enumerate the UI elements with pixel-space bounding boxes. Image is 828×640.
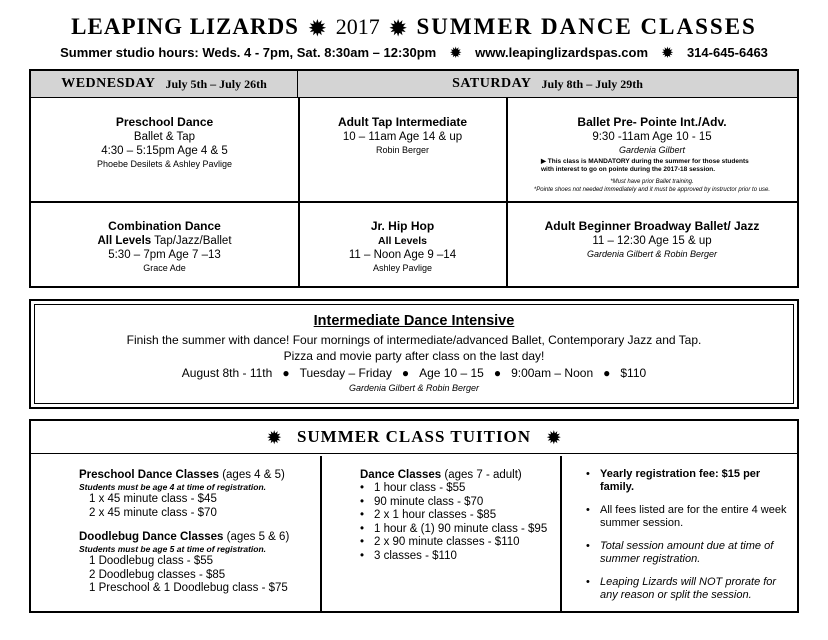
tuition-notes-column [562, 456, 797, 611]
intensive-title: Intermediate Dance Intensive [313, 313, 515, 329]
contact-line [0, 45, 828, 63]
tuition-header [31, 421, 797, 454]
class-teacher: Robin Berger [375, 145, 430, 155]
day-name: WEDNESDAY [61, 76, 156, 91]
note-item [582, 504, 797, 530]
class-time: 9:30 -11am Age 10 - 15 [592, 131, 712, 143]
day-dates: July 8th – July 29th [541, 76, 643, 91]
class-style: Ballet & Tap [133, 131, 196, 143]
day-name: SATURDAY [452, 76, 532, 91]
class-time: 11 – 12:30 Age 15 & up [592, 235, 712, 247]
bullet-icon: • [586, 504, 590, 516]
price-item: 1 x 45 minute class - $45 [89, 493, 217, 505]
class-time: 10 – 11am Age 14 & up [342, 131, 463, 143]
bullet-icon: ● [603, 366, 611, 380]
class-teacher: Gardenia Gilbert [618, 145, 686, 155]
payment-due-note: Total session amount due at time of summer registration. [600, 540, 774, 565]
website-link[interactable]: www.leapinglizardspas.com [475, 45, 649, 60]
preschool-heading [79, 468, 320, 482]
studio-hours: Summer studio hours: Weds. 4 - 7pm, Sat. 8:30am – 12:30pm [60, 45, 437, 60]
intensive-dates: August 8th - 11th [181, 366, 273, 380]
session-fee-note: All fees listed are for the entire 4 week summer session. [600, 504, 787, 529]
star-icon: ✹ [389, 18, 407, 40]
star-icon: ✹ [547, 430, 561, 447]
doodlebug-heading [79, 530, 320, 544]
price-item: 1 Preschool & 1 Doodlebug class - $75 [89, 582, 288, 594]
intensive-price: $110 [620, 366, 647, 380]
class-name: Jr. Hip Hop [370, 219, 435, 233]
star-icon: ✹ [267, 430, 281, 447]
bullet-icon: • [360, 522, 365, 535]
price-item: 1 Doodlebug class - $55 [89, 555, 214, 567]
intensive-details [35, 364, 793, 382]
age-requirement-note: Students must be age 5 at time of registration. [79, 544, 267, 554]
day-dates: July 5th – July 26th [165, 76, 267, 91]
list-item: • 2 x 1 hour classes - $85 [360, 509, 497, 521]
class-teacher: Gardenia Gilbert & Robin Berger [586, 249, 718, 259]
style-label: Tap/Jazz/Ballet [154, 235, 232, 247]
intensive-ages: Age 10 – 15 [419, 366, 484, 380]
star-icon: ✹ [662, 45, 673, 60]
list-item: • 90 minute class - $70 [360, 495, 484, 508]
heading-ages: (ages 7 - adult) [441, 469, 522, 481]
tuition-title: SUMMER CLASS TUITION [296, 427, 532, 446]
schedule-table [29, 69, 799, 288]
no-prorate-note: Leaping Lizards will NOT prorate for any reason or split the session. [600, 576, 777, 601]
class-time: 5:30 – 7pm Age 7 –13 [108, 249, 221, 261]
bullet-icon: • [586, 576, 590, 588]
class-cell-preschool [31, 99, 298, 201]
class-teacher: Ashley Pavlige [372, 263, 433, 273]
level-label: All Levels [97, 235, 152, 247]
intensive-party-note: Pizza and movie party after class on the last day! [283, 349, 545, 363]
class-level: All Levels [377, 235, 428, 247]
tuition-box [29, 419, 799, 613]
heading-bold: Doodlebug Dance Classes [79, 531, 224, 543]
tuition-dance-column [322, 456, 560, 611]
intensive-description: Finish the summer with dance! Four mornings of intermediate/advanced Ballet, Contemporary Jazz and Tap. [126, 333, 702, 347]
list-item: • 1 hour class - $55 [360, 482, 466, 494]
price-item: 2 Doodlebug classes - $85 [89, 568, 226, 581]
bullet-icon: • [360, 509, 365, 521]
class-cell-combination [31, 203, 298, 286]
intensive-time: 9:00am – Noon [511, 366, 594, 380]
tuition-preschool-column [31, 456, 320, 611]
heading-ages: (ages 5 & 6) [223, 531, 290, 543]
note-item [582, 540, 797, 566]
heading-bold: Dance Classes [360, 469, 442, 481]
bullet-icon: • [586, 540, 590, 552]
registration-fee-note: Yearly registration fee: $15 per family. [600, 468, 761, 493]
heading-ages: (ages 4 & 5) [219, 469, 285, 481]
class-cell-pre-pointe [507, 99, 797, 201]
heading-bold: Preschool Dance Classes [79, 469, 219, 481]
prior-training-note: *Must have prior Ballet training. [610, 179, 694, 185]
class-cell-hip-hop [299, 203, 506, 286]
price-item: 2 x 45 minute class - $70 [89, 506, 217, 519]
list-item: • 3 classes - $110 [360, 549, 457, 562]
class-time: 4:30 – 5:15pm Age 4 & 5 [101, 145, 228, 157]
dance-heading [360, 468, 560, 482]
year: 2017 [335, 14, 380, 39]
class-name: Combination Dance [108, 219, 221, 233]
bullet-icon: • [360, 549, 365, 562]
class-name: Ballet Pre- Pointe Int./Adv. [577, 115, 727, 129]
dance-price-list [360, 482, 560, 563]
studio-name: LEAPING LIZARDS [71, 14, 299, 39]
bullet-icon: • [360, 536, 365, 548]
class-name: Preschool Dance [115, 115, 214, 129]
class-name: Adult Tap Intermediate [337, 115, 468, 129]
class-style [31, 234, 298, 248]
note-item [582, 576, 797, 602]
class-name: Adult Beginner Broadway Ballet/ Jazz [544, 219, 760, 233]
list-item: • 1 hour & (1) 90 minute class - $95 [360, 522, 548, 535]
classes-title: SUMMER DANCE CLASSES [416, 14, 757, 39]
bullet-icon: • [586, 468, 590, 480]
class-cell-broadway [507, 203, 797, 286]
intensive-days: Tuesday – Friday [299, 366, 392, 380]
list-item: • 2 x 90 minute classes - $110 [360, 536, 520, 548]
bullet-icon: • [360, 495, 365, 508]
bullet-icon: • [360, 482, 365, 494]
mandatory-note: ▶ This class is MANDATORY during the summer for those students with interest to go on pointe during the 2017-18 session. [541, 158, 749, 173]
class-time: 11 – Noon Age 9 –14 [348, 249, 457, 261]
star-icon: ✹ [308, 18, 326, 40]
intensive-box [29, 299, 799, 409]
bullet-icon: ● [493, 366, 502, 380]
phone-number: 314-645-6463 [686, 45, 768, 60]
note-item [582, 468, 797, 494]
wednesday-header [31, 71, 298, 98]
intensive-inner [34, 304, 794, 404]
intensive-teachers: Gardenia Gilbert & Robin Berger [348, 383, 480, 393]
page-title [0, 14, 828, 46]
age-requirement-note: Students must be age 4 at time of registration. [79, 482, 267, 492]
bullet-icon: ● [401, 366, 410, 380]
class-teacher: Grace Ade [143, 263, 186, 273]
bullet-icon: ● [282, 366, 290, 380]
pointe-shoes-note: *Pointe shoes not needed immediately and it must be approved by instructor prior to use. [533, 187, 771, 193]
class-teacher: Phoebe Desilets & Ashley Pavlige [96, 159, 233, 169]
star-icon: ✹ [450, 45, 462, 60]
saturday-header [298, 71, 797, 98]
class-cell-adult-tap [299, 99, 506, 201]
